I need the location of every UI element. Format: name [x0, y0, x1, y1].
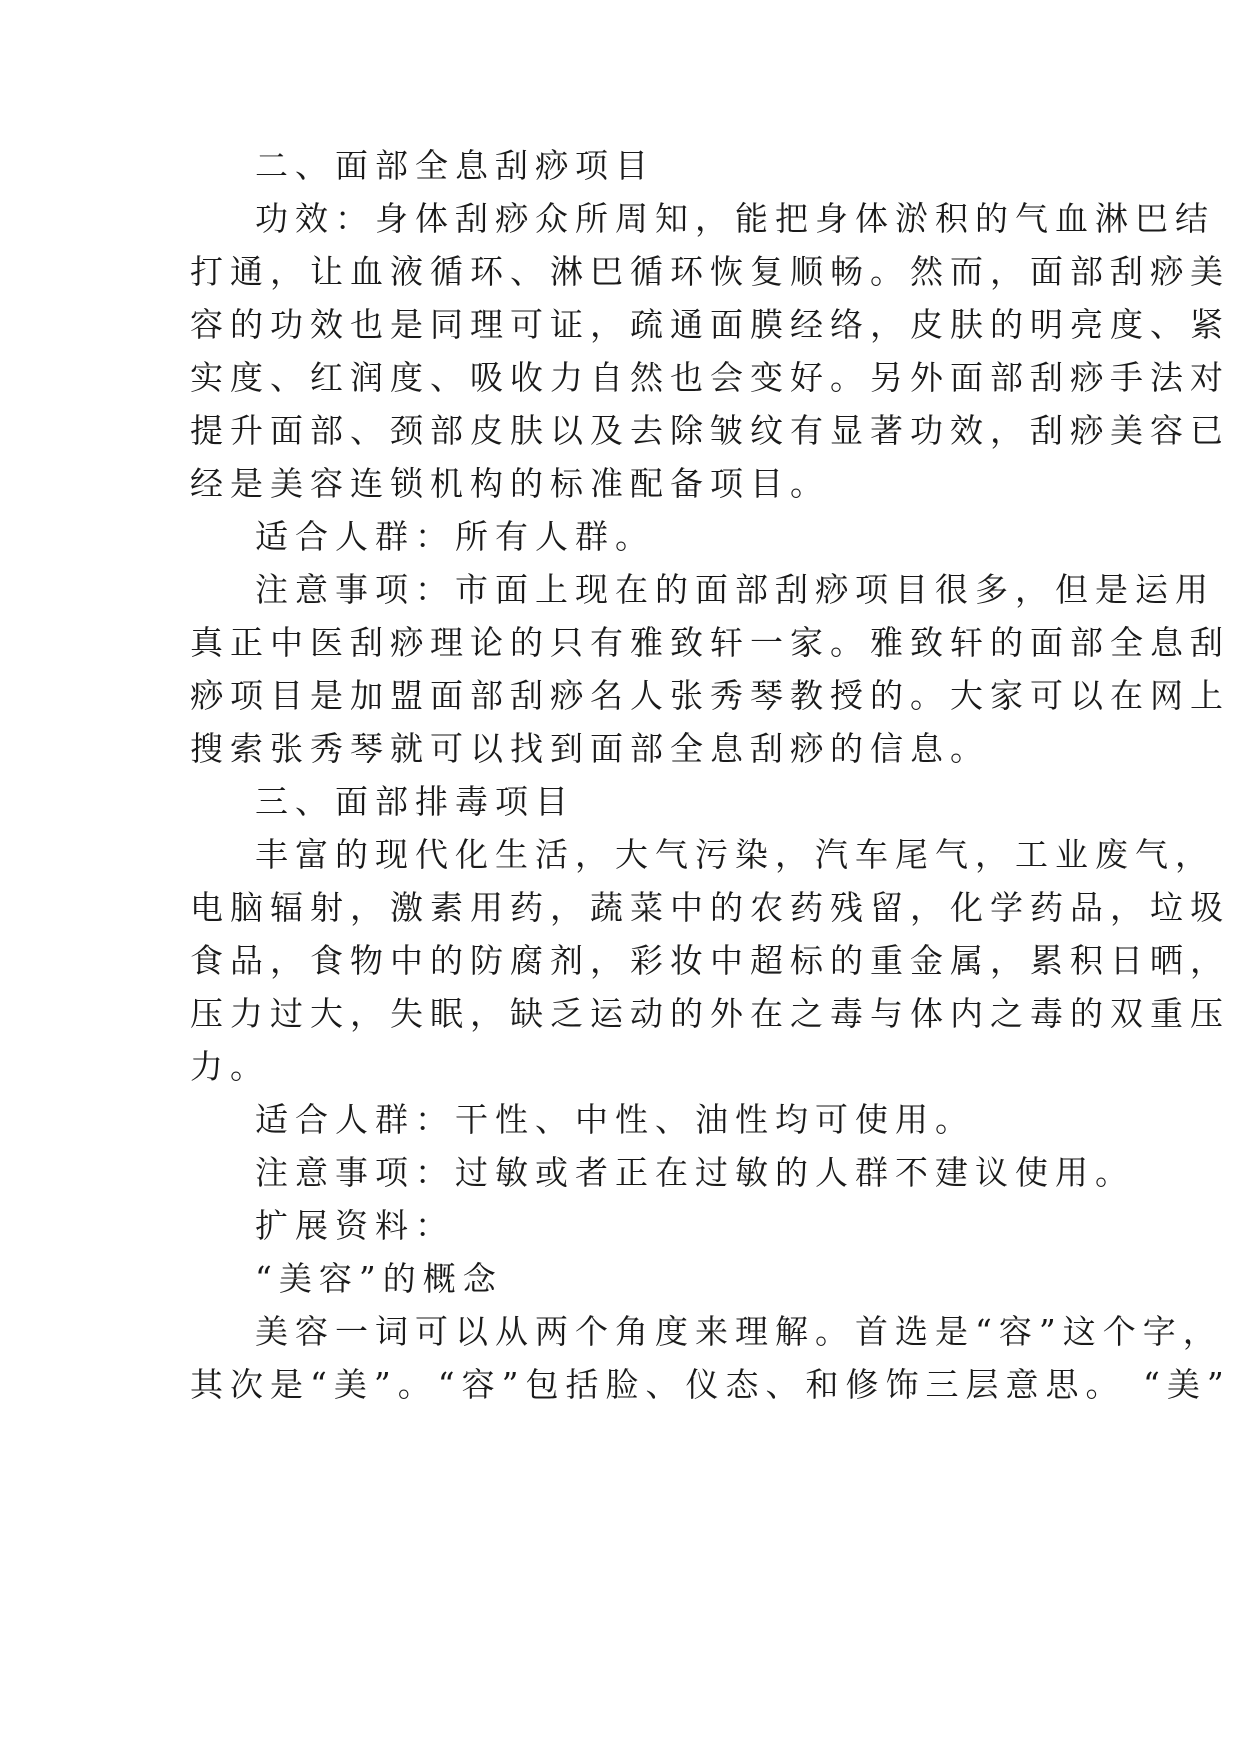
- paragraph-line: 美容一词可以从两个角度来理解。首选是“容”这个字，: [255, 1312, 1223, 1351]
- section-heading-face-gua-sha: 二、面部全息刮痧项目: [255, 146, 655, 185]
- paragraph-line: 适合人群：干性、中性、油性均可使用。: [255, 1100, 975, 1139]
- paragraph-line: 电脑辐射，激素用药，蔬菜中的农药残留，化学药品，垃圾: [190, 888, 1230, 927]
- paragraph-line: 其次是“美”。“容”包括脸、仪态、和修饰三层意思。 “美”: [190, 1365, 1231, 1404]
- paragraph-line: 经是美容连锁机构的标准配备项目。: [190, 464, 830, 503]
- beauty-concept-heading: “美容”的概念: [255, 1259, 503, 1298]
- paragraph-line: 力。: [190, 1047, 270, 1086]
- paragraph-line: 痧项目是加盟面部刮痧名人张秀琴教授的。大家可以在网上: [190, 676, 1230, 715]
- paragraph-line: 注意事项：市面上现在的面部刮痧项目很多，但是运用: [255, 570, 1215, 609]
- paragraph-line: 搜索张秀琴就可以找到面部全息刮痧的信息。: [190, 729, 990, 768]
- paragraph-line: 提升面部、颈部皮肤以及去除皱纹有显著功效，刮痧美容已: [190, 411, 1230, 450]
- paragraph-line: 压力过大，失眠，缺乏运动的外在之毒与体内之毒的双重压: [190, 994, 1230, 1033]
- paragraph-line: 注意事项：过敏或者正在过敏的人群不建议使用。: [255, 1153, 1135, 1192]
- paragraph-line: 实度、红润度、吸收力自然也会变好。另外面部刮痧手法对: [190, 358, 1230, 397]
- paragraph-line: 真正中医刮痧理论的只有雅致轩一家。雅致轩的面部全息刮: [190, 623, 1230, 662]
- paragraph-line: 功效：身体刮痧众所周知，能把身体淤积的气血淋巴结: [255, 199, 1215, 238]
- paragraph-line: 容的功效也是同理可证，疏通面膜经络，皮肤的明亮度、紧: [190, 305, 1230, 344]
- paragraph-line: 食品，食物中的防腐剂，彩妆中超标的重金属，累积日晒，: [190, 941, 1230, 980]
- extended-info-label: 扩展资料：: [255, 1206, 455, 1245]
- paragraph-line: 适合人群：所有人群。: [255, 517, 655, 556]
- paragraph-line: 丰富的现代化生活，大气污染，汽车尾气，工业废气，: [255, 835, 1215, 874]
- section-heading-face-detox: 三、面部排毒项目: [255, 782, 575, 821]
- paragraph-line: 打通，让血液循环、淋巴循环恢复顺畅。然而，面部刮痧美: [190, 252, 1230, 291]
